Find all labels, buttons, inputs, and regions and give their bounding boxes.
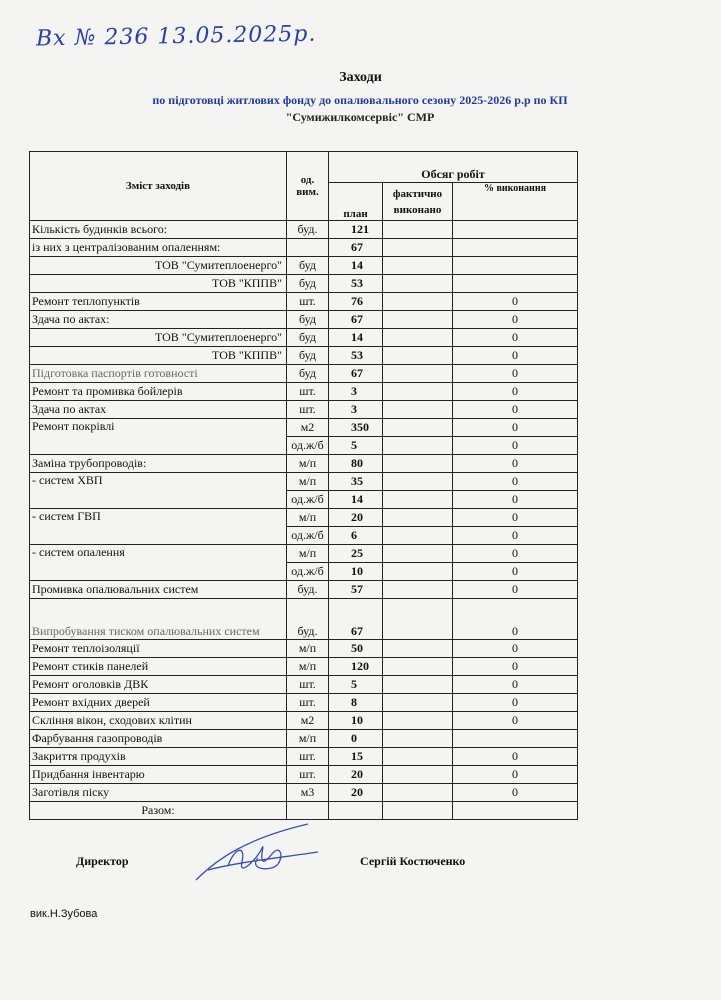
row-actual: [383, 563, 453, 581]
table-row: [30, 275, 578, 293]
header-unit: од. вим.: [287, 152, 329, 221]
row-actual: [383, 640, 453, 658]
row-plan: 5: [329, 676, 383, 694]
row-name: Здача по актах:: [30, 311, 287, 329]
row-percent: 0: [453, 581, 578, 599]
row-name: ТОВ "КППВ": [30, 347, 287, 365]
table-row: [30, 712, 578, 730]
row-percent: [453, 730, 578, 748]
row-actual: [383, 599, 453, 640]
row-name: Промивка опалювальних систем: [30, 581, 287, 599]
row-actual: [383, 401, 453, 419]
row-unit: од.ж/б: [287, 527, 329, 545]
row-unit: м/п: [287, 545, 329, 563]
table-row: [30, 509, 578, 527]
row-plan: 25: [329, 545, 383, 563]
row-percent: 0: [453, 694, 578, 712]
row-unit: м/п: [287, 658, 329, 676]
row-plan: 35: [329, 473, 383, 491]
row-percent: 0: [453, 640, 578, 658]
row-actual: [383, 784, 453, 802]
document-title: Заходи: [339, 70, 382, 85]
row-name: Ремонт оголовків ДВК: [30, 676, 287, 694]
row-name: Скління вікон, сходових клітин: [30, 712, 287, 730]
row-unit: м/п: [287, 640, 329, 658]
director-title: Директор: [76, 854, 129, 868]
table-row: [30, 784, 578, 802]
row-unit: шт.: [287, 293, 329, 311]
row-name: Кількість будинків всього:: [30, 221, 287, 239]
row-percent: 0: [453, 473, 578, 491]
row-unit: м2: [287, 419, 329, 437]
table-row: [30, 694, 578, 712]
director-signature: [188, 818, 328, 888]
row-plan: 3: [329, 401, 383, 419]
row-name: Фарбування газопроводів: [30, 730, 287, 748]
row-plan: 67: [329, 239, 383, 257]
row-plan: [329, 802, 383, 820]
row-actual: [383, 455, 453, 473]
row-plan: 67: [329, 311, 383, 329]
measures-table: [29, 151, 578, 820]
row-actual: [383, 748, 453, 766]
row-actual: [383, 293, 453, 311]
row-actual: [383, 491, 453, 509]
row-plan: 6: [329, 527, 383, 545]
table-body: [30, 221, 578, 820]
executor-note: вик.Н.Зубова: [30, 908, 98, 920]
header-percent: % виконання: [453, 183, 578, 221]
row-percent: 0: [453, 455, 578, 473]
table-row: [30, 676, 578, 694]
row-unit: шт.: [287, 383, 329, 401]
row-plan: 50: [329, 640, 383, 658]
row-percent: [453, 257, 578, 275]
row-plan: 10: [329, 563, 383, 581]
row-name: Ремонт покрівлі: [30, 419, 287, 455]
row-plan: 14: [329, 329, 383, 347]
row-percent: 0: [453, 545, 578, 563]
row-plan: 10: [329, 712, 383, 730]
row-actual: [383, 239, 453, 257]
row-name: ТОВ "Сумитеплоенерго": [30, 257, 287, 275]
row-percent: 0: [453, 347, 578, 365]
row-unit: буд: [287, 329, 329, 347]
row-unit: шт.: [287, 401, 329, 419]
row-name: Ремонт вхідних дверей: [30, 694, 287, 712]
row-unit: буд: [287, 257, 329, 275]
row-plan: 67: [329, 599, 383, 640]
table-row: [30, 329, 578, 347]
row-percent: 0: [453, 599, 578, 640]
row-percent: 0: [453, 658, 578, 676]
row-unit: шт.: [287, 748, 329, 766]
row-plan: 20: [329, 766, 383, 784]
row-percent: 0: [453, 509, 578, 527]
row-actual: [383, 545, 453, 563]
row-plan: 20: [329, 784, 383, 802]
document-subtitle: [40, 92, 680, 126]
row-percent: 0: [453, 419, 578, 437]
row-plan: 5: [329, 437, 383, 455]
header-volume: Обсяг робіт: [329, 152, 578, 183]
table-row: [30, 239, 578, 257]
row-plan: 350: [329, 419, 383, 437]
table-row: [30, 748, 578, 766]
table-row: [30, 365, 578, 383]
row-unit: од.ж/б: [287, 491, 329, 509]
table-row: [30, 640, 578, 658]
row-unit: [287, 802, 329, 820]
row-actual: [383, 275, 453, 293]
row-unit: буд.: [287, 221, 329, 239]
row-name: Ремонт стиків панелей: [30, 658, 287, 676]
row-name: - систем ГВП: [30, 509, 287, 545]
row-percent: 0: [453, 527, 578, 545]
row-actual: [383, 257, 453, 275]
row-percent: 0: [453, 563, 578, 581]
table-row: [30, 347, 578, 365]
row-actual: [383, 365, 453, 383]
row-unit: буд: [287, 347, 329, 365]
row-actual: [383, 712, 453, 730]
row-percent: 0: [453, 784, 578, 802]
row-actual: [383, 437, 453, 455]
row-actual: [383, 329, 453, 347]
row-percent: 0: [453, 712, 578, 730]
row-unit: [287, 239, 329, 257]
row-percent: 0: [453, 329, 578, 347]
table-row: [30, 545, 578, 563]
table-row: [30, 730, 578, 748]
row-unit: м3: [287, 784, 329, 802]
row-percent: 0: [453, 766, 578, 784]
row-plan: 20: [329, 509, 383, 527]
row-unit: м/п: [287, 455, 329, 473]
row-actual: [383, 802, 453, 820]
row-plan: 0: [329, 730, 383, 748]
row-unit: шт.: [287, 694, 329, 712]
row-name: Заміна трубопроводів:: [30, 455, 287, 473]
subtitle-line-2: "Сумижилкомсервіс" СМР: [285, 110, 435, 124]
row-actual: [383, 347, 453, 365]
row-name: ТОВ "Сумитеплоенерго": [30, 329, 287, 347]
row-actual: [383, 419, 453, 437]
row-actual: [383, 658, 453, 676]
table-row: [30, 455, 578, 473]
row-percent: 0: [453, 676, 578, 694]
row-plan: 8: [329, 694, 383, 712]
row-plan: 53: [329, 275, 383, 293]
table-row: [30, 401, 578, 419]
row-unit: буд: [287, 365, 329, 383]
header-plan: план: [329, 183, 383, 221]
row-plan: 14: [329, 257, 383, 275]
row-actual: [383, 694, 453, 712]
row-unit: буд: [287, 311, 329, 329]
row-name: Ремонт та промивка бойлерів: [30, 383, 287, 401]
table-row: [30, 311, 578, 329]
table-row: [30, 383, 578, 401]
row-name: Придбання інвентарю: [30, 766, 287, 784]
table-row: [30, 658, 578, 676]
row-percent: [453, 275, 578, 293]
row-actual: [383, 311, 453, 329]
row-unit: од.ж/б: [287, 563, 329, 581]
row-unit: м/п: [287, 730, 329, 748]
subtitle-line-1: по підготовці житлових фонду до опалювального сезону 2025-2026 р.р по КП: [152, 93, 568, 107]
row-plan: 76: [329, 293, 383, 311]
row-name: Разом:: [30, 802, 287, 820]
handwritten-registration-note: Вх № 236 13.05.2025р.: [35, 21, 317, 52]
row-unit: шт.: [287, 766, 329, 784]
table-row: [30, 221, 578, 239]
row-name: Підготовка паспортів готовності: [30, 365, 287, 383]
row-actual: [383, 676, 453, 694]
table-row: [30, 766, 578, 784]
row-plan: 67: [329, 365, 383, 383]
row-actual: [383, 383, 453, 401]
row-actual: [383, 527, 453, 545]
row-actual: [383, 509, 453, 527]
row-percent: [453, 802, 578, 820]
row-percent: 0: [453, 491, 578, 509]
table-row: [30, 293, 578, 311]
row-actual: [383, 766, 453, 784]
table-row: [30, 802, 578, 820]
row-plan: 120: [329, 658, 383, 676]
header-content: Зміст заходів: [30, 152, 287, 221]
row-actual: [383, 473, 453, 491]
table-row: [30, 257, 578, 275]
row-percent: 0: [453, 383, 578, 401]
table-row: [30, 599, 578, 640]
row-actual: [383, 581, 453, 599]
row-percent: 0: [453, 401, 578, 419]
table-row: [30, 419, 578, 437]
row-actual: [383, 730, 453, 748]
row-percent: 0: [453, 311, 578, 329]
row-name: ТОВ "КППВ": [30, 275, 287, 293]
row-plan: 121: [329, 221, 383, 239]
row-plan: 3: [329, 383, 383, 401]
row-unit: буд: [287, 275, 329, 293]
row-plan: 80: [329, 455, 383, 473]
table-row: [30, 473, 578, 491]
row-name: - систем опалення: [30, 545, 287, 581]
row-unit: м/п: [287, 509, 329, 527]
row-percent: 0: [453, 437, 578, 455]
row-name: Випробування тиском опалювальних систем: [30, 599, 287, 640]
row-percent: 0: [453, 748, 578, 766]
table-row: [30, 581, 578, 599]
row-name: Ремонт теплоізоляції: [30, 640, 287, 658]
row-name: Заготівля піску: [30, 784, 287, 802]
row-name: із них з централізованим опаленням:: [30, 239, 287, 257]
row-actual: [383, 221, 453, 239]
row-plan: 57: [329, 581, 383, 599]
row-unit: од.ж/б: [287, 437, 329, 455]
row-unit: буд.: [287, 599, 329, 640]
row-plan: 53: [329, 347, 383, 365]
row-unit: буд.: [287, 581, 329, 599]
row-percent: 0: [453, 293, 578, 311]
row-unit: м2: [287, 712, 329, 730]
row-unit: шт.: [287, 676, 329, 694]
row-unit: м/п: [287, 473, 329, 491]
row-name: - систем ХВП: [30, 473, 287, 509]
row-name: Здача по актах: [30, 401, 287, 419]
row-percent: [453, 239, 578, 257]
row-name: Ремонт теплопунктів: [30, 293, 287, 311]
row-plan: 15: [329, 748, 383, 766]
row-percent: [453, 221, 578, 239]
row-name: Закриття продухів: [30, 748, 287, 766]
row-plan: 14: [329, 491, 383, 509]
director-name: Сергій Костюченко: [360, 854, 466, 868]
row-percent: 0: [453, 365, 578, 383]
header-actual: фактично виконано: [383, 183, 453, 221]
